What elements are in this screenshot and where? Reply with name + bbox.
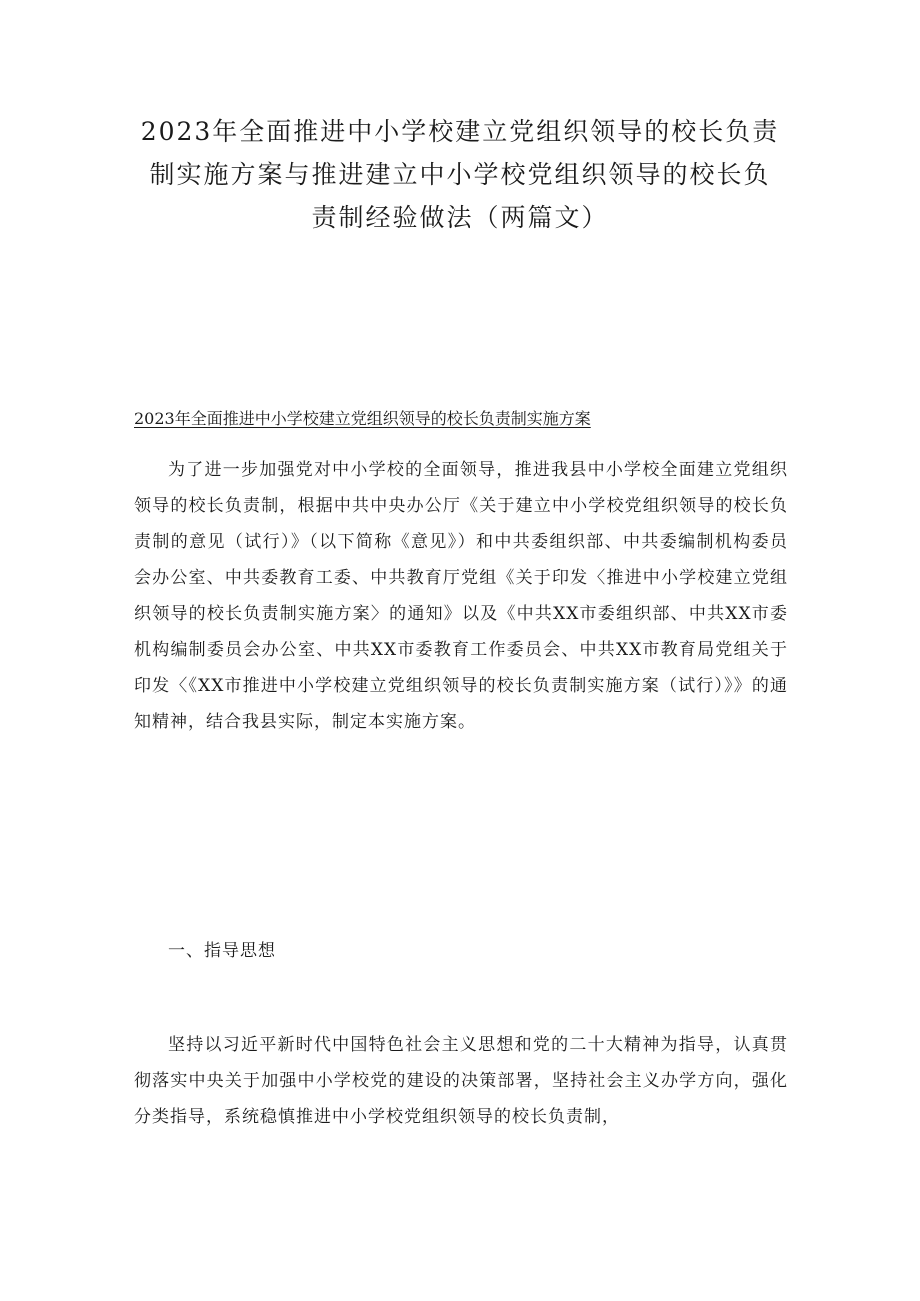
document-title: 2023年全面推进中小学校建立党组织领导的校长负责制实施方案与推进建立中小学校党组织领导的校长负责制经验做法（两篇文） (140, 117, 780, 232)
subheading-guiding-ideology: 一、指导思想 (168, 941, 276, 961)
body-paragraph-guiding-ideology: 坚持以习近平新时代中国特色社会主义思想和党的二十大精神为指导，认真贯彻落实中央关于加强中小学校党的建设的决策部署，坚持社会主义办学方向，强化分类指导，系统稳慎推进中小学校党组织领导的校长负责制， (134, 1035, 788, 1127)
section-heading: 2023年全面推进中小学校建立党组织领导的校长负责制实施方案 (134, 409, 591, 428)
body-paragraph-intro: 为了进一步加强党对中小学校的全面领导，推进我县中小学校全面建立党组织领导的校长负责制，根据中共中央办公厅《关于建立中小学校党组织领导的校长负责制的意见（试行）》（以下简称《意见》）和中共委组织部、中共委编制机构委员会办公室、中共委教育工委、中共教育厅党组《关于印发〈推进中小学校建立党组织领导的校长负责制实施方案〉的通知》以及《中共XX市委组织部、中共XX市委机构编制委员会办公室、中共XX市委教育工作委员会、中共XX市教育局党组关于印发〈《XX市推进中小学校建立党组织领导的校长负责制实施方案（试行）》》的通知精神，结合我县实际，制定本实施方案。 (134, 460, 788, 732)
